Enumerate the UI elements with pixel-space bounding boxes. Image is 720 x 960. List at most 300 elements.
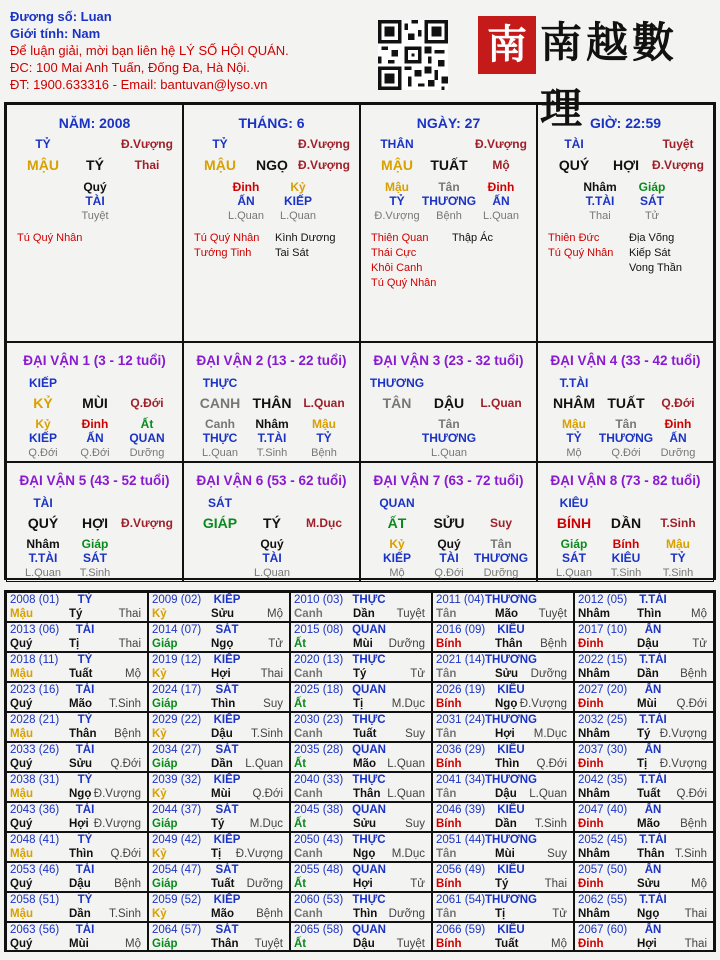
year-stem: Nhâm xyxy=(578,608,610,620)
year-ten-god: TỶ xyxy=(77,714,93,726)
dai-van-branch: DẦN xyxy=(610,515,642,531)
year-branch: Tuất xyxy=(353,728,377,740)
year-branch: Ngọ xyxy=(353,848,376,860)
year-state: Mộ xyxy=(125,938,141,950)
dv-hidden-stem: Quý xyxy=(437,537,461,551)
year-stem: Tân xyxy=(436,608,457,620)
hidden-ten-god: T.TÀI xyxy=(585,194,615,208)
year-state: Bệnh xyxy=(114,728,141,740)
year-cell xyxy=(6,592,148,622)
year-ten-god: THỰC xyxy=(352,774,386,786)
hidden-state: Tuyệt xyxy=(81,210,109,222)
stem-state: Tuyệt xyxy=(662,137,694,151)
dai-van-god: TÀI xyxy=(33,496,53,510)
year-branch: Mão xyxy=(69,698,92,710)
year-label: 2057 (50) xyxy=(578,864,628,876)
dv-hidden-state: Q.Đới xyxy=(611,447,641,459)
year-cell xyxy=(290,862,432,892)
year-ten-god: ẤN xyxy=(644,744,662,756)
year-branch: Mùi xyxy=(637,698,657,710)
year-label: 2063 (56) xyxy=(10,924,60,936)
year-stem: Tân xyxy=(436,788,457,800)
year-branch: Hợi xyxy=(495,728,515,740)
year-label: 2060 (53) xyxy=(294,894,344,906)
year-stem: Mậu xyxy=(10,848,33,860)
year-branch: Tị xyxy=(495,908,506,920)
year-label: 2039 (32) xyxy=(152,774,202,786)
year-ten-god: THỰC xyxy=(352,654,386,666)
year-label: 2053 (46) xyxy=(10,864,60,876)
year-cell xyxy=(6,802,148,832)
year-ten-god: SÁT xyxy=(215,864,239,876)
year-label: 2037 (30) xyxy=(578,744,628,756)
year-state: Tử xyxy=(410,878,425,890)
year-ten-god: THƯƠNG xyxy=(485,654,537,666)
year-label: 2034 (27) xyxy=(152,744,202,756)
year-branch: Dần xyxy=(495,818,517,830)
year-state: Bệnh xyxy=(256,908,283,920)
year-label: 2026 (19) xyxy=(436,684,486,696)
year-label: 2064 (57) xyxy=(152,924,202,936)
year-cell xyxy=(290,802,432,832)
dai-van-branch: TÝ xyxy=(263,515,281,531)
year-ten-god: KIÊU xyxy=(497,864,525,876)
dv-hidden-god: QUAN xyxy=(129,431,165,445)
year-ten-god: KIÊU xyxy=(497,924,525,936)
year-ten-god: TỶ xyxy=(77,594,93,606)
year-ten-god: T.TÀI xyxy=(639,594,667,606)
year-label: 2008 (01) xyxy=(10,594,60,606)
dai-van-stem: KỶ xyxy=(33,395,53,411)
year-ten-god: KIÊU xyxy=(497,744,525,756)
dv-hidden-stem: Giáp xyxy=(81,537,109,551)
year-label: 2061 (54) xyxy=(436,894,486,906)
year-branch: Mùi xyxy=(211,788,231,800)
dv-hidden-stem: Giáp xyxy=(560,537,588,551)
branch-state: Mộ xyxy=(492,158,510,172)
heavenly-stem: MẬU xyxy=(204,157,236,173)
star-left-item: Tú Quý Nhân xyxy=(194,232,260,244)
year-label: 2056 (49) xyxy=(436,864,486,876)
star-right-item: Kiếp Sát xyxy=(629,247,671,259)
hidden-ten-god: ẤN xyxy=(237,194,255,208)
year-state: M.Dục xyxy=(533,728,567,740)
year-state: L.Quan xyxy=(245,758,283,770)
dai-van-stem: TÂN xyxy=(382,395,412,411)
year-cell xyxy=(574,922,714,952)
year-branch: Sửu xyxy=(495,668,519,680)
year-label: 2010 (03) xyxy=(294,594,344,606)
hidden-state: L.Quan xyxy=(227,210,265,222)
branch-state: Đ.Vượng xyxy=(298,158,350,172)
year-stem: Bính xyxy=(436,638,462,650)
pillar-cell-3 xyxy=(537,104,714,342)
year-branch: Tị xyxy=(353,698,364,710)
year-state: Dưỡng xyxy=(388,638,425,650)
dai-van-god: THỰC xyxy=(202,376,238,390)
year-cell xyxy=(148,742,290,772)
year-branch: Dậu xyxy=(211,728,233,740)
star-left-item: Thiên Quan xyxy=(371,232,429,244)
year-ten-god: ẤN xyxy=(644,684,662,696)
year-stem: Tân xyxy=(436,848,457,860)
hidden-stem: Mậu xyxy=(385,180,409,194)
year-cell xyxy=(432,652,574,682)
hidden-ten-god: THƯƠNG xyxy=(421,194,477,208)
year-cell xyxy=(6,652,148,682)
year-stem: Nhâm xyxy=(578,848,610,860)
year-stem: Giáp xyxy=(152,638,178,650)
year-branch: Thân xyxy=(211,938,239,950)
dai-van-stem: ẤT xyxy=(387,515,407,531)
dv-hidden-god: THỰC xyxy=(202,431,238,445)
dai-van-branch: THÂN xyxy=(252,395,292,411)
year-state: Tử xyxy=(692,638,707,650)
year-label: 2044 (37) xyxy=(152,804,202,816)
year-branch: Mùi xyxy=(353,638,373,650)
dv-hidden-state: L.Quan xyxy=(430,447,468,459)
dai-van-state: Q.Đới xyxy=(661,396,695,410)
ten-god-label: THÂN xyxy=(380,137,414,151)
pillar-title: NĂM: 2008 xyxy=(58,115,131,131)
year-label: 2050 (43) xyxy=(294,834,344,846)
year-ten-god: KIẾP xyxy=(213,894,241,906)
year-label: 2033 (26) xyxy=(10,744,60,756)
year-branch: Tị xyxy=(211,848,222,860)
year-state: M.Dục xyxy=(391,848,425,860)
year-branch: Ngọ xyxy=(211,638,234,650)
hidden-stem: Đinh xyxy=(487,180,515,194)
dai-van-cell-4 xyxy=(537,342,714,462)
year-stem: Ất xyxy=(294,698,307,710)
year-branch: Tị xyxy=(69,638,80,650)
year-ten-god: T.TÀI xyxy=(639,714,667,726)
year-branch: Hợi xyxy=(353,878,373,890)
star-right-item: Thập Ác xyxy=(452,232,493,244)
year-state: Thai xyxy=(544,878,567,890)
year-cell xyxy=(6,832,148,862)
year-label: 2027 (20) xyxy=(578,684,628,696)
hidden-state: Thai xyxy=(589,210,611,222)
year-label: 2028 (21) xyxy=(10,714,60,726)
year-label: 2029 (22) xyxy=(152,714,202,726)
year-branch: Mão xyxy=(353,758,376,770)
year-stem: Giáp xyxy=(152,818,178,830)
year-state: Thai xyxy=(118,638,141,650)
year-ten-god: THƯƠNG xyxy=(485,834,537,846)
year-cell xyxy=(432,772,574,802)
year-ten-god: TỶ xyxy=(77,774,93,786)
dai-van-state: Q.Đới xyxy=(130,396,164,410)
year-state: Q.Đới xyxy=(110,848,141,860)
year-label: 2049 (42) xyxy=(152,834,202,846)
dv-hidden-state: T.Sinh xyxy=(610,567,642,579)
stem-state: Đ.Vượng xyxy=(475,137,527,151)
year-state: Mộ xyxy=(691,608,707,620)
year-state: Mộ xyxy=(691,878,707,890)
dv-hidden-god: SÁT xyxy=(83,551,107,565)
year-cell xyxy=(6,712,148,742)
ten-god-label: TÀI xyxy=(564,137,584,151)
year-label: 2058 (51) xyxy=(10,894,60,906)
year-cell xyxy=(290,652,432,682)
year-cell xyxy=(432,712,574,742)
year-state: Suy xyxy=(405,818,425,830)
year-cell xyxy=(574,712,714,742)
dv-hidden-stem: Mậu xyxy=(562,417,586,431)
year-label: 2054 (47) xyxy=(152,864,202,876)
dai-van-god: SÁT xyxy=(208,496,232,510)
year-label: 2046 (39) xyxy=(436,804,486,816)
dv-hidden-god: T.TÀI xyxy=(257,431,287,445)
annual-luck-table xyxy=(4,590,716,952)
year-label: 2035 (28) xyxy=(294,744,344,756)
year-stem: Kỷ xyxy=(152,908,167,920)
year-label: 2023 (16) xyxy=(10,684,60,696)
year-stem: Mậu xyxy=(10,788,33,800)
year-branch: Thìn xyxy=(637,608,662,620)
star-left-item: Thái Cực xyxy=(371,247,417,259)
hidden-state: L.Quan xyxy=(482,210,520,222)
dai-van-title: ĐẠI VẬN 7 (63 - 72 tuổi) xyxy=(373,473,524,488)
dai-van-title: ĐẠI VẬN 8 (73 - 82 tuổi) xyxy=(550,473,701,488)
year-label: 2031 (24) xyxy=(436,714,486,726)
year-label: 2067 (60) xyxy=(578,924,628,936)
dv-hidden-state: L.Quan xyxy=(555,567,593,579)
year-stem: Nhâm xyxy=(578,788,610,800)
year-stem: Quý xyxy=(10,698,33,710)
year-branch: Tý xyxy=(211,818,225,830)
year-stem: Kỷ xyxy=(152,608,167,620)
dv-hidden-stem: Đinh xyxy=(81,417,109,431)
pillar-cell-2 xyxy=(360,104,537,342)
year-ten-god: T.TÀI xyxy=(639,774,667,786)
year-stem: Quý xyxy=(10,818,33,830)
dai-van-stem: NHÂM xyxy=(553,395,595,411)
owner-gender: Giới tính: Nam xyxy=(10,26,101,41)
year-cell xyxy=(432,802,574,832)
heavenly-stem: QUÝ xyxy=(558,157,590,173)
year-stem: Quý xyxy=(10,638,33,650)
dai-van-state: M.Dục xyxy=(306,516,342,530)
year-state: Tuyệt xyxy=(396,938,425,950)
year-ten-god: T.TÀI xyxy=(639,654,667,666)
year-branch: Tý xyxy=(637,728,651,740)
year-label: 2019 (12) xyxy=(152,654,202,666)
year-stem: Ất xyxy=(294,818,307,830)
year-label: 2062 (55) xyxy=(578,894,628,906)
chart-grid xyxy=(4,102,716,580)
year-cell xyxy=(290,742,432,772)
year-ten-god: KIẾP xyxy=(213,594,241,606)
year-ten-god: THỰC xyxy=(352,894,386,906)
year-stem: Kỷ xyxy=(152,668,167,680)
year-stem: Quý xyxy=(10,878,33,890)
year-state: Dưỡng xyxy=(530,668,567,680)
year-state: Suy xyxy=(405,728,425,740)
hidden-stem: Đinh xyxy=(232,180,260,194)
year-state: M.Dục xyxy=(249,818,283,830)
stem-state: Đ.Vượng xyxy=(298,137,350,151)
year-state: Đ.Vượng xyxy=(659,728,707,740)
year-ten-god: QUAN xyxy=(352,804,386,816)
year-state: Mộ xyxy=(267,608,283,620)
year-state: Q.Đới xyxy=(676,698,707,710)
year-cell xyxy=(6,622,148,652)
year-label: 2051 (44) xyxy=(436,834,486,846)
year-cell xyxy=(148,652,290,682)
pillar-title: GIỜ: 22:59 xyxy=(589,115,662,131)
year-stem: Kỷ xyxy=(152,728,167,740)
year-state: T.Sinh xyxy=(109,908,141,920)
year-state: Bệnh xyxy=(680,668,707,680)
owner-header xyxy=(10,8,370,93)
hidden-stem: Giáp xyxy=(638,180,666,194)
year-branch: Mão xyxy=(637,818,660,830)
year-state: Tử xyxy=(410,668,425,680)
dai-van-cell-8 xyxy=(537,462,714,582)
year-state: Tuyệt xyxy=(538,608,567,620)
dai-van-stem: QUÝ xyxy=(27,515,59,531)
year-branch: Dần xyxy=(637,668,659,680)
year-state: Bệnh xyxy=(540,638,567,650)
year-branch: Dậu xyxy=(69,878,91,890)
year-cell xyxy=(574,652,714,682)
year-cell xyxy=(290,592,432,622)
year-stem: Nhâm xyxy=(578,908,610,920)
year-label: 2020 (13) xyxy=(294,654,344,666)
year-branch: Tuất xyxy=(211,878,235,890)
star-left-item: Thiên Đức xyxy=(548,232,600,244)
year-stem: Bính xyxy=(436,818,462,830)
year-stem: Canh xyxy=(294,728,323,740)
year-stem: Bính xyxy=(436,698,462,710)
year-state: Q.Đới xyxy=(536,758,567,770)
year-cell xyxy=(432,892,574,922)
contact-line: Để luận giải, mời bạn liên hệ LÝ SỐ HỘI QUÁN. xyxy=(10,43,289,58)
year-cell xyxy=(148,832,290,862)
dv-hidden-god: TỶ xyxy=(670,551,686,565)
dai-van-cell-1 xyxy=(6,342,183,462)
star-right-item: Tai Sát xyxy=(275,247,309,259)
dv-hidden-god: TÀI xyxy=(262,551,282,565)
dai-van-stem: GIÁP xyxy=(202,515,238,531)
year-cell xyxy=(148,682,290,712)
year-ten-god: THƯƠNG xyxy=(485,774,537,786)
year-state: L.Quan xyxy=(529,788,567,800)
year-cell xyxy=(6,922,148,952)
year-cell xyxy=(432,742,574,772)
dv-hidden-god: THƯƠNG xyxy=(421,431,477,445)
year-cell xyxy=(574,682,714,712)
year-state: Tử xyxy=(552,908,567,920)
star-left-item: Tú Quý Nhân xyxy=(548,247,614,259)
year-label: 2041 (34) xyxy=(436,774,486,786)
dai-van-stem: BÍNH xyxy=(556,515,592,531)
year-ten-god: KIẾP xyxy=(213,654,241,666)
year-stem: Giáp xyxy=(152,938,178,950)
year-branch: Mão xyxy=(211,908,234,920)
dv-hidden-state: Q.Đới xyxy=(80,447,110,459)
year-label: 2014 (07) xyxy=(152,624,202,636)
year-state: Suy xyxy=(547,848,567,860)
ten-god-label: TỶ xyxy=(35,137,51,151)
year-state: Đ.Vượng xyxy=(659,758,707,770)
year-branch: Dậu xyxy=(637,638,659,650)
year-state: Suy xyxy=(263,698,283,710)
star-left-item: Tú Quý Nhân xyxy=(371,277,437,289)
year-cell xyxy=(432,862,574,892)
year-ten-god: TÀI xyxy=(75,804,95,816)
year-stem: Giáp xyxy=(152,698,178,710)
branch-state: Đ.Vượng xyxy=(652,158,704,172)
year-ten-god: QUAN xyxy=(352,744,386,756)
dv-hidden-god: TÀI xyxy=(439,551,459,565)
year-branch: Mão xyxy=(495,608,518,620)
year-ten-god: KIẾP xyxy=(213,834,241,846)
dv-hidden-state: Dưỡng xyxy=(483,567,519,579)
year-label: 2013 (06) xyxy=(10,624,60,636)
year-state: Bệnh xyxy=(680,818,707,830)
year-label: 2042 (35) xyxy=(578,774,628,786)
earthly-branch: HỢI xyxy=(613,157,639,173)
year-cell xyxy=(432,682,574,712)
year-ten-god: TỶ xyxy=(77,894,93,906)
year-branch: Mùi xyxy=(495,848,515,860)
brand-text: 南越數理 xyxy=(540,18,679,133)
dai-van-title: ĐẠI VẬN 1 (3 - 12 tuổi) xyxy=(23,353,166,368)
dv-hidden-state: Bệnh xyxy=(311,447,337,459)
year-stem: Mậu xyxy=(10,608,33,620)
hidden-stem: Nhâm xyxy=(583,180,617,194)
dv-hidden-god: TỶ xyxy=(316,431,332,445)
hidden-ten-god: TÀI xyxy=(85,194,105,208)
dv-hidden-god: KIẾP xyxy=(382,551,412,565)
year-label: 2025 (18) xyxy=(294,684,344,696)
year-cell xyxy=(432,592,574,622)
year-cell xyxy=(574,592,714,622)
year-branch: Ngọ xyxy=(495,698,518,710)
star-right-item: Vong Thần xyxy=(629,262,683,274)
year-label: 2059 (52) xyxy=(152,894,202,906)
dv-hidden-god: KIÊU xyxy=(611,551,641,565)
year-state: Tuyệt xyxy=(254,938,283,950)
dai-van-god: KIÊU xyxy=(559,496,589,510)
year-cell xyxy=(148,622,290,652)
dv-hidden-stem: Tân xyxy=(615,417,637,431)
year-ten-god: QUAN xyxy=(352,624,386,636)
pillar-cell-0 xyxy=(6,104,183,342)
year-branch: Thân xyxy=(637,848,665,860)
year-stem: Canh xyxy=(294,608,323,620)
year-label: 2017 (10) xyxy=(578,624,628,636)
earthly-branch: TÝ xyxy=(86,157,104,173)
year-ten-god: QUAN xyxy=(352,684,386,696)
dv-hidden-state: Dưỡng xyxy=(129,447,165,459)
year-ten-god: KIÊU xyxy=(497,624,525,636)
year-state: Mộ xyxy=(551,938,567,950)
dv-hidden-stem: Kỷ xyxy=(35,417,51,431)
year-label: 2015 (08) xyxy=(294,624,344,636)
dv-hidden-state: L.Quan xyxy=(201,447,239,459)
dv-hidden-state: T.Sinh xyxy=(662,567,694,579)
year-ten-god: KIÊU xyxy=(497,684,525,696)
year-branch: Sửu xyxy=(69,758,93,770)
year-stem: Đinh xyxy=(578,758,604,770)
dai-van-title: ĐẠI VẬN 4 (33 - 42 tuổi) xyxy=(550,353,701,368)
year-state: Đ.Vượng xyxy=(235,848,283,860)
dv-hidden-god: KIẾP xyxy=(28,431,58,445)
